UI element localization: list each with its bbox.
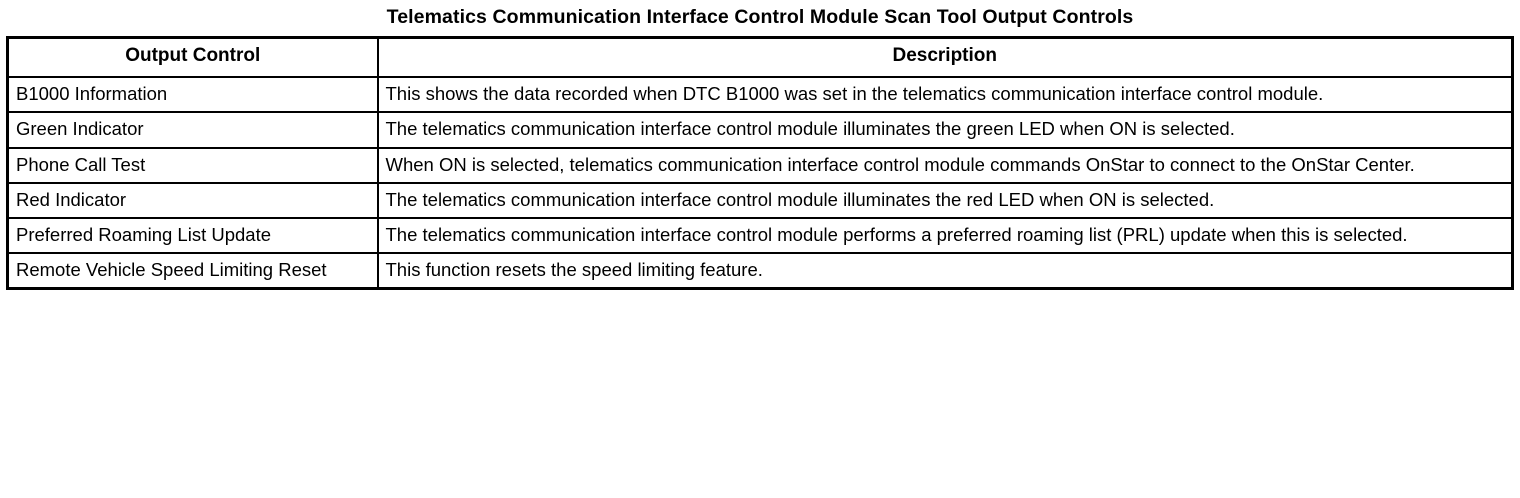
cell-description: This shows the data recorded when DTC B1000 was set in the telematics communication interface control module. [378, 77, 1513, 112]
cell-output-control: Preferred Roaming List Update [8, 218, 378, 253]
cell-output-control: Green Indicator [8, 112, 378, 147]
table-row [8, 218, 1513, 253]
cell-output-control: Red Indicator [8, 183, 378, 218]
table-header-row [8, 38, 1513, 77]
table-row [8, 183, 1513, 218]
table-header [8, 38, 1513, 77]
column-header-description: Description [378, 38, 1513, 77]
cell-output-control: Remote Vehicle Speed Limiting Reset [8, 253, 378, 289]
cell-description: The telematics communication interface control module illuminates the red LED when ON is selected. [378, 183, 1513, 218]
cell-description: When ON is selected, telematics communication interface control module commands OnStar to connect to the OnStar Center. [378, 148, 1513, 183]
page-title: Telematics Communication Interface Control Module Scan Tool Output Controls [386, 6, 1134, 28]
table-body [8, 77, 1513, 289]
cell-output-control: Phone Call Test [8, 148, 378, 183]
table-row [8, 253, 1513, 289]
output-controls-table [6, 36, 1514, 290]
cell-output-control: B1000 Information [8, 77, 378, 112]
cell-description: The telematics communication interface control module performs a preferred roaming list (PRL) update when this is selected. [378, 218, 1513, 253]
table-row [8, 112, 1513, 147]
table-row [8, 148, 1513, 183]
table-row [8, 77, 1513, 112]
cell-description: The telematics communication interface control module illuminates the green LED when ON is selected. [378, 112, 1513, 147]
cell-description: This function resets the speed limiting feature. [378, 253, 1513, 289]
column-header-output-control: Output Control [8, 38, 378, 77]
